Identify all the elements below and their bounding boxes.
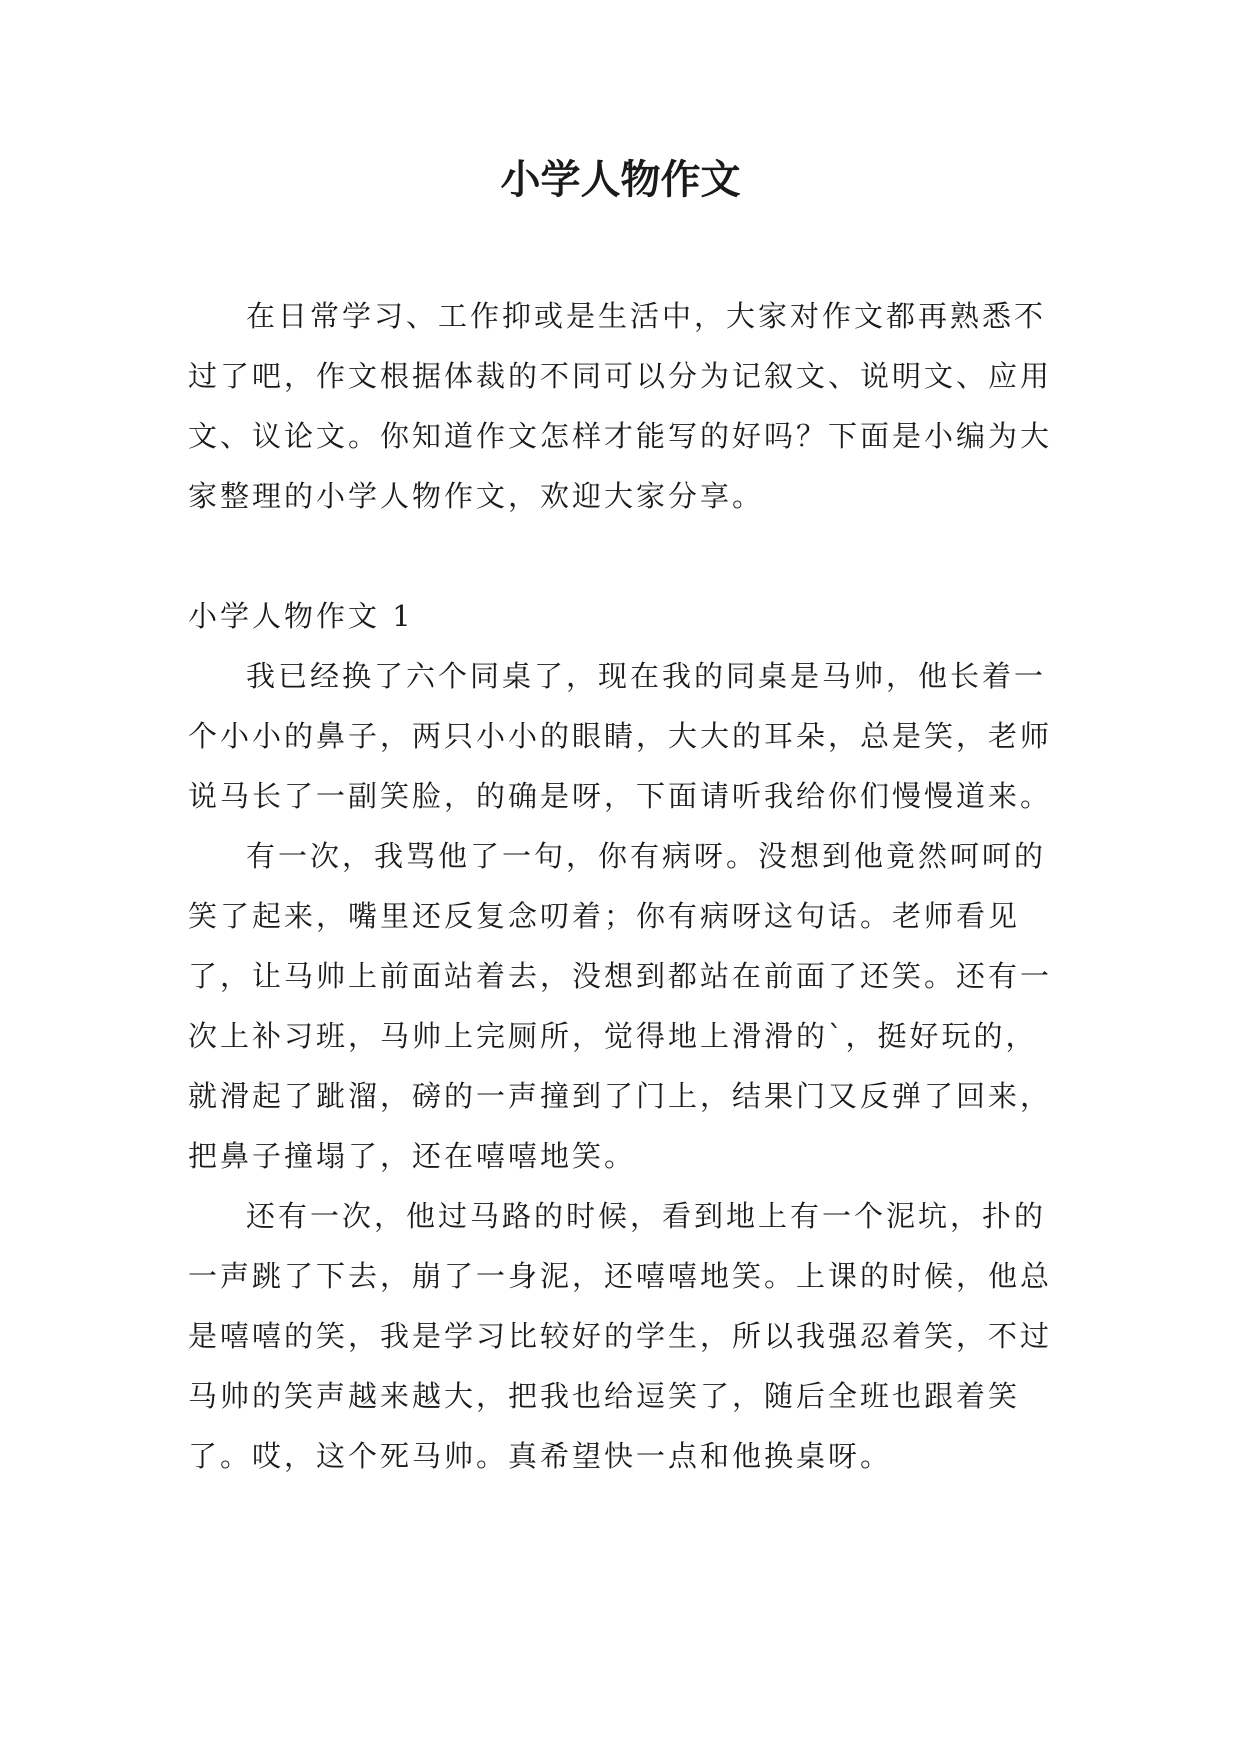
section-heading: 小学人物作文 1 — [188, 599, 414, 633]
document-body — [188, 286, 1056, 1486]
body-paragraph-1: 我已经换了六个同桌了，现在我的同桌是马帅，他长着一个小小的鼻子，两只小小的眼睛，大大的耳朵，总是笑，老师说马长了一副笑脸，的确是呀，下面请听我给你们慢慢道来。 — [188, 659, 1053, 813]
document-title: 小学人物作文 — [500, 156, 741, 203]
intro-paragraph: 在日常学习、工作抑或是生活中，大家对作文都再熟悉不过了吧，作文根据体裁的不同可以分为记叙文、说明文、应用文、议论文。你知道作文怎样才能写的好吗？下面是小编为大家整理的小学人物作文，欢迎大家分享。 — [188, 299, 1053, 513]
body-paragraph-3: 还有一次，他过马路的时候，看到地上有一个泥坑，扑的一声跳了下去，崩了一身泥，还嘻嘻地笑。上课的时候，他总是嘻嘻的笑，我是学习比较好的学生，所以我强忍着笑，不过马帅的笑声越来越大，把我也给逗笑了，随后全班也跟着笑了。哎，这个死马帅。真希望快一点和他换桌呀。 — [188, 1199, 1053, 1473]
body-paragraph-2: 有一次，我骂他了一句，你有病呀。没想到他竟然呵呵的笑了起来，嘴里还反复念叨着；你有病呀这句话。老师看见了，让马帅上前面站着去，没想到都站在前面了还笑。还有一次上补习班，马帅上完厕所，觉得地上滑滑的`，挺好玩的，就滑起了跐溜，磅的一声撞到了门上，结果门又反弹了回来，把鼻子撞塌了，还在嘻嘻地笑。 — [188, 839, 1053, 1173]
